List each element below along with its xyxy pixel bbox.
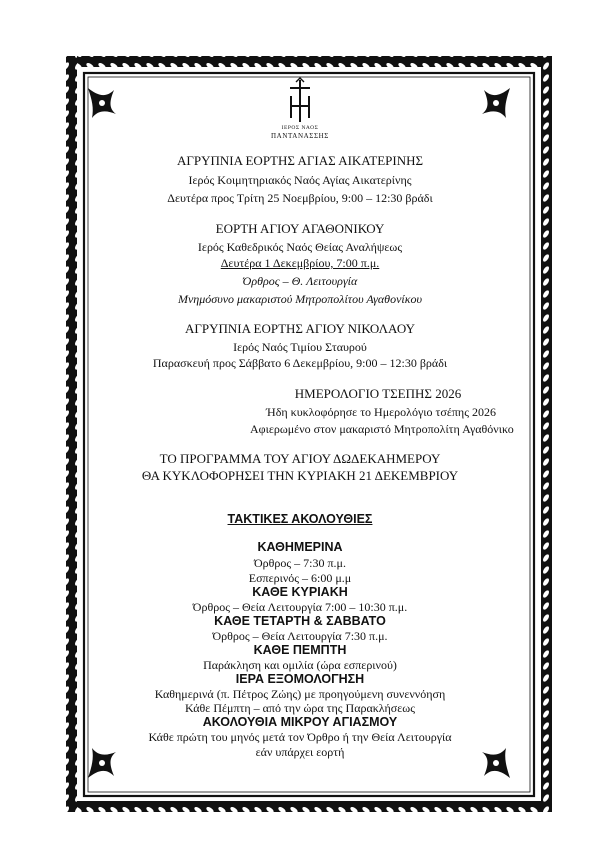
calendar-title: ΗΜΕΡΟΛΟΓΙΟ ΤΣΕΠΗΣ 2026 bbox=[294, 386, 462, 401]
vigil-catherine-place: Ιερός Κοιμητηριακός Ναός Αγίας Αικατερίνης bbox=[188, 173, 412, 187]
vigil-nicholas-time: Παρασκευή προς Σάββατο 6 Δεκεμβρίου, 9:00 – 12:30 βράδι bbox=[152, 356, 448, 370]
vigil-nicholas-place: Ιερός Ναός Τιμίου Σταυρού bbox=[233, 340, 367, 354]
dodecaimero-line1: ΤΟ ΠΡΟΓΡΑΜΜΑ ΤΟΥ ΑΓΙΟΥ ΔΩΔΕΚΑΗΜΕΡΟΥ bbox=[159, 451, 441, 466]
feast-agathonikos-place: Ιερός Καθεδρικός Ναός Θείας Αναλήψεως bbox=[197, 240, 403, 254]
daily-line1: Όρθρος – 7:30 π.μ. bbox=[254, 556, 346, 570]
blessing-line1: Κάθε πρώτη του μηνός μετά τον Όρθρο ή την Θεία Λειτουργία bbox=[148, 730, 452, 744]
vigil-nicholas-title: ΑΓΡΥΠΝΙΑ ΕΟΡΤΗΣ ΑΓΙΟΥ ΝΙΚΟΛΑΟΥ bbox=[184, 321, 416, 336]
daily-title: ΚΑΘΗΜΕΡΙΝΑ bbox=[257, 540, 343, 554]
blessing-title: ΑΚΟΛΟΥΘΙΑ ΜΙΚΡΟΥ ΑΓΙΑΣΜΟΥ bbox=[202, 715, 398, 729]
feast-agathonikos-service: Όρθρος – Θ. Λειτουργία bbox=[242, 274, 358, 288]
confession-title: ΙΕΡΑ ΕΞΟΜΟΛΟΓΗΣΗ bbox=[235, 672, 365, 686]
feast-agathonikos-memorial: Μνημόσυνο μακαριστού Μητροπολίτου Αγαθονίκου bbox=[177, 292, 423, 306]
logo-caption-top: ΙΕΡΟΣ ΝΑΟΣ bbox=[281, 125, 319, 131]
wedsat-title: ΚΑΘΕ ΤΕΤΑΡΤΗ & ΣΑΒΒΑΤΟ bbox=[214, 614, 386, 628]
vigil-catherine-time: Δευτέρα προς Τρίτη 25 Νοεμβρίου, 9:00 – 12:30 βράδι bbox=[167, 191, 433, 205]
blessing-line2: εάν υπάρχει εορτή bbox=[255, 745, 345, 759]
vigil-catherine-title: ΑΓΡΥΠΝΙΑ ΕΟΡΤΗΣ ΑΓΙΑΣ ΑΙΚΑΤΕΡΙΝΗΣ bbox=[176, 153, 424, 168]
sunday-line1: Όρθρος – Θεία Λειτουργία 7:00 – 10:30 π.μ. bbox=[192, 600, 408, 614]
confession-line2: Κάθε Πέμπτη – από την ώρα της Παρακλήσεως bbox=[185, 701, 415, 715]
daily-line2: Εσπερινός – 6:00 μ.μ bbox=[248, 571, 352, 585]
regular-services-heading: ΤΑΚΤΙΚΕΣ ΑΚΟΛΟΥΘΙΕΣ bbox=[227, 512, 373, 526]
sunday-title: ΚΑΘΕ ΚΥΡΙΑΚΗ bbox=[252, 585, 348, 599]
thursday-line1: Παράκληση και ομιλία (ώρα εσπερινού) bbox=[203, 658, 397, 672]
calendar-line2: Αφιερωμένο στον μακαριστό Μητροπολίτη Αγαθόνικο bbox=[250, 422, 514, 436]
logo-caption-church: ΠΑΝΤΑΝΑΣΣΗΣ bbox=[271, 132, 329, 140]
calendar-line1: Ήδη κυκλοφόρησε το Ημερολόγιο τσέπης 2026 bbox=[266, 405, 496, 419]
wedsat-line1: Όρθρος – Θεία Λειτουργία 7:30 π.μ. bbox=[212, 629, 388, 643]
thursday-title: ΚΑΘΕ ΠΕΜΠΤΗ bbox=[253, 643, 347, 657]
confession-line1: Καθημερινά (π. Πέτρος Ζώης) με προηγούμενη συνεννόηση bbox=[154, 687, 446, 701]
dodecaimero-line2: ΘΑ ΚΥΚΛΟΦΟΡΗΣΕΙ ΤΗΝ ΚΥΡΙΑΚΗ 21 ΔΕΚΕΜΒΡΙΟΥ bbox=[141, 468, 459, 483]
feast-agathonikos-date: Δευτέρα 1 Δεκεμβρίου, 7:00 π.μ. bbox=[220, 256, 380, 270]
feast-agathonikos-title: ΕΟΡΤΗ ΑΓΙΟΥ ΑΓΑΘΟΝΙΚΟΥ bbox=[215, 221, 385, 236]
